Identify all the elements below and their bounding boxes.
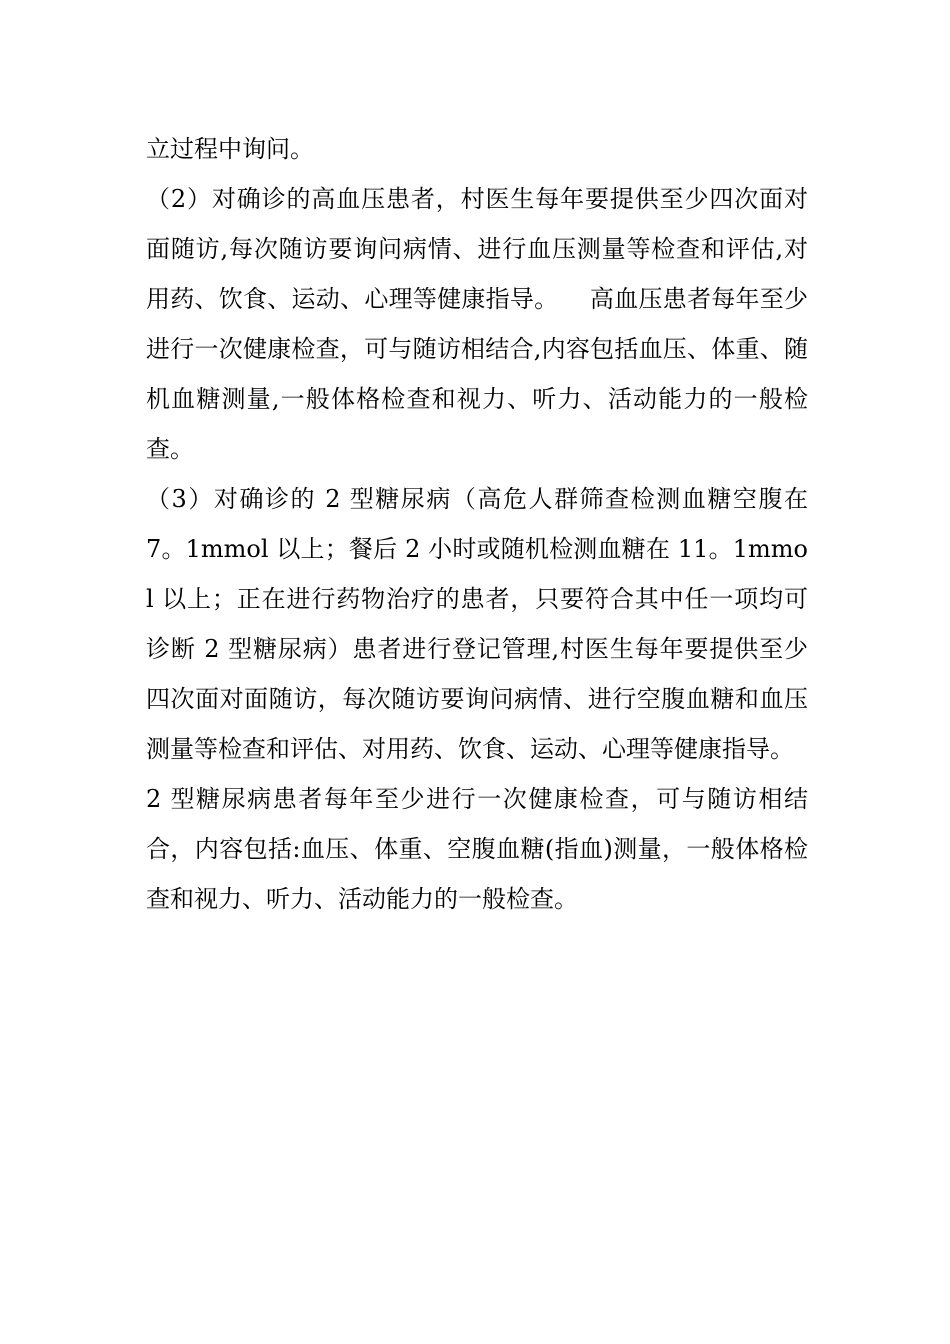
paragraph-diabetes-management: （3）对确诊的 2 型糖尿病（高危人群筛查检测血糖空腹在 7。1mmol 以上；餐后 2 小时或随机检测血糖在 11。1mmol 以上；正在进行药物治疗的患者，只要符合其中任一项均可诊断 2 型糖尿病）患者进行登记管理,村医生每年要提供至少四次面对面随访，每次随访要询问病情、进行空腹血糖和血压测量等检查和评估、对用药、饮食、运动、心理等健康指导。 <box>146 485 816 763</box>
paragraph-hypertension: （2）对确诊的高血压患者，村医生每年要提供至少四次面对面随访,每次随访要询问病情、进行血压测量等检查和评估,对用药、饮食、运动、心理等健康指导。 高血压患者每年至少进行一次健康检查，可与随访相结合,内容包括血压、体重、随机血糖测量,一般体格检查和视力、听力、活动能力的一般检查。 <box>146 185 808 463</box>
document-body <box>146 124 816 924</box>
paragraph-diabetes-checkup: 2 型糖尿病患者每年至少进行一次健康检查，可与随访相结合，内容包括:血压、体重、空腹血糖(指血)测量，一般体格检查和视力、听力、活动能力的一般检查。 <box>146 785 808 913</box>
paragraph-continuation: 立过程中询问。 <box>146 135 314 163</box>
